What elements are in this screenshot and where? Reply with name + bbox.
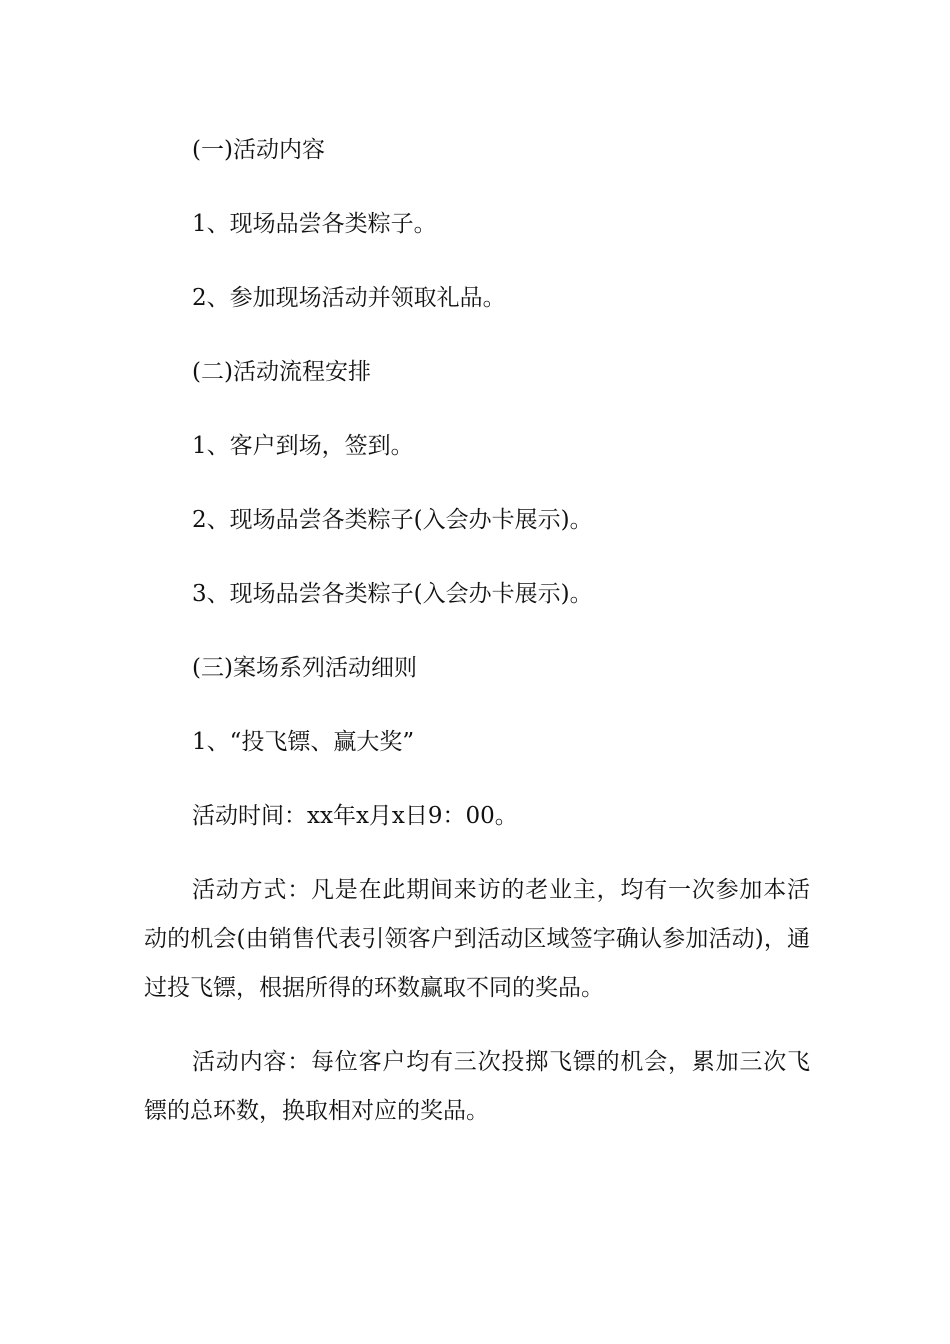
document-body [144, 126, 810, 1161]
activity-method-paragraph: 活动方式：凡是在此期间来访的老业主，均有一次参加本活动的机会(由销售代表引领客户到活动区域签字确认参加活动)，通过投飞镖，根据所得的环数赢取不同的奖品。 [144, 877, 810, 1001]
activity-details-paragraph: 活动内容：每位客户均有三次投掷飞镖的机会，累加三次飞镖的总环数，换取相对应的奖品。 [144, 1049, 810, 1124]
section-heading-activity-content: (一)活动内容 [192, 137, 325, 163]
section-heading-activity-flow: (二)活动流程安排 [192, 359, 371, 385]
activity-time-paragraph: 活动时间：xx年x月x日9：00。 [192, 803, 518, 829]
section-heading-activity-rules: (三)案场系列活动细则 [192, 655, 417, 681]
list-item: 1、现场品尝各类粽子。 [192, 211, 437, 237]
list-item: 1、客户到场，签到。 [192, 433, 414, 459]
list-item: 3、现场品尝各类粽子(入会办卡展示)。 [192, 581, 593, 607]
list-item: 2、参加现场活动并领取礼品。 [192, 285, 506, 311]
list-item: 2、现场品尝各类粽子(入会办卡展示)。 [192, 507, 593, 533]
list-item: 1、“投飞镖、赢大奖” [192, 729, 415, 755]
